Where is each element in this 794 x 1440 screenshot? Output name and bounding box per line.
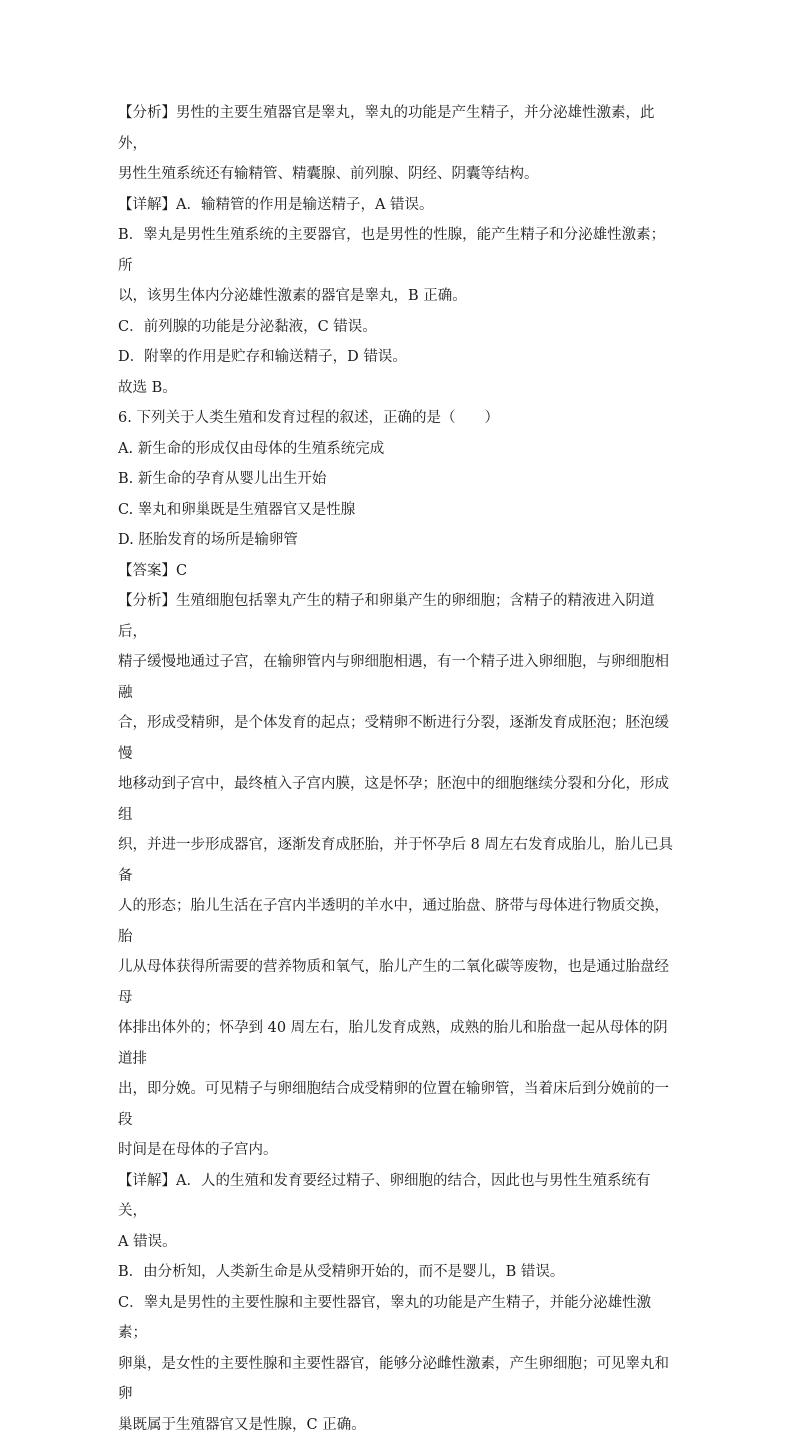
analysis-line: 地移动到子宫中，最终植入子宫内膜，这是怀孕；胚泡中的细胞继续分裂和分化，形成组 (118, 769, 678, 830)
analysis-line: 合，形成受精卵，是个体发育的起点；受精卵不断进行分裂，逐渐发育成胚泡；胚泡缓慢 (118, 708, 678, 769)
document-body (118, 98, 678, 1440)
option-a: A. 新生命的形成仅由母体的生殖系统完成 (118, 434, 678, 465)
question-stem: 6. 下列关于人类生殖和发育过程的叙述，正确的是（ ） (118, 403, 678, 434)
detail-line: 【详解】A．输精管的作用是输送精子，A 错误。 (118, 190, 678, 221)
detail-line: C．前列腺的功能是分泌黏液，C 错误。 (118, 312, 678, 343)
analysis-line: 体排出体外的；怀孕到 40 周左右，胎儿发育成熟，成熟的胎儿和胎盘一起从母体的阴道排 (118, 1013, 678, 1074)
option-b: B. 新生命的孕育从婴儿出生开始 (118, 464, 678, 495)
analysis-line: 【分析】男性的主要生殖器官是睾丸，睾丸的功能是产生精子，并分泌雄性激素，此外， (118, 98, 678, 159)
option-d: D. 胚胎发育的场所是输卵管 (118, 525, 678, 556)
conclusion-line: 故选 B。 (118, 373, 678, 404)
analysis-line: 男性生殖系统还有输精管、精囊腺、前列腺、阴经、阴囊等结构。 (118, 159, 678, 190)
detail-line: A 错误。 (118, 1227, 678, 1258)
detail-line: 以，该男生体内分泌雄性激素的器官是睾丸，B 正确。 (118, 281, 678, 312)
analysis-line: 儿从母体获得所需要的营养物质和氧气，胎儿产生的二氧化碳等废物，也是通过胎盘经母 (118, 952, 678, 1013)
detail-line: 【详解】A．人的生殖和发育要经过精子、卵细胞的结合，因此也与男性生殖系统有关， (118, 1166, 678, 1227)
analysis-line: 出，即分娩。可见精子与卵细胞结合成受精卵的位置在输卵管，当着床后到分娩前的一段 (118, 1074, 678, 1135)
option-c: C. 睾丸和卵巢既是生殖器官又是性腺 (118, 495, 678, 526)
analysis-line: 【分析】生殖细胞包括睾丸产生的精子和卵巢产生的卵细胞；含精子的精液进入阴道后， (118, 586, 678, 647)
analysis-line: 时间是在母体的子宫内。 (118, 1135, 678, 1166)
detail-line: D．附睾的作用是贮存和输送精子，D 错误。 (118, 342, 678, 373)
answer-line: 【答案】C (118, 556, 678, 587)
detail-line: B．睾丸是男性生殖系统的主要器官，也是男性的性腺，能产生精子和分泌雄性激素；所 (118, 220, 678, 281)
detail-line: B．由分析知，人类新生命是从受精卵开始的，而不是婴儿，B 错误。 (118, 1257, 678, 1288)
analysis-line: 织，并进一步形成器官，逐渐发育成胚胎，并于怀孕后 8 周左右发育成胎儿，胎儿已具备 (118, 830, 678, 891)
analysis-line: 人的形态；胎儿生活在子宫内半透明的羊水中，通过胎盘、脐带与母体进行物质交换，胎 (118, 891, 678, 952)
detail-line: C．睾丸是男性的主要性腺和主要性器官，睾丸的功能是产生精子，并能分泌雄性激素； (118, 1288, 678, 1349)
detail-line: 卵巢，是女性的主要性腺和主要性器官，能够分泌雌性激素，产生卵细胞；可见睾丸和卵 (118, 1349, 678, 1410)
detail-line: 巢既属于生殖器官又是性腺，C 正确。 (118, 1410, 678, 1440)
analysis-line: 精子缓慢地通过子宫，在输卵管内与卵细胞相遇，有一个精子进入卵细胞，与卵细胞相融 (118, 647, 678, 708)
